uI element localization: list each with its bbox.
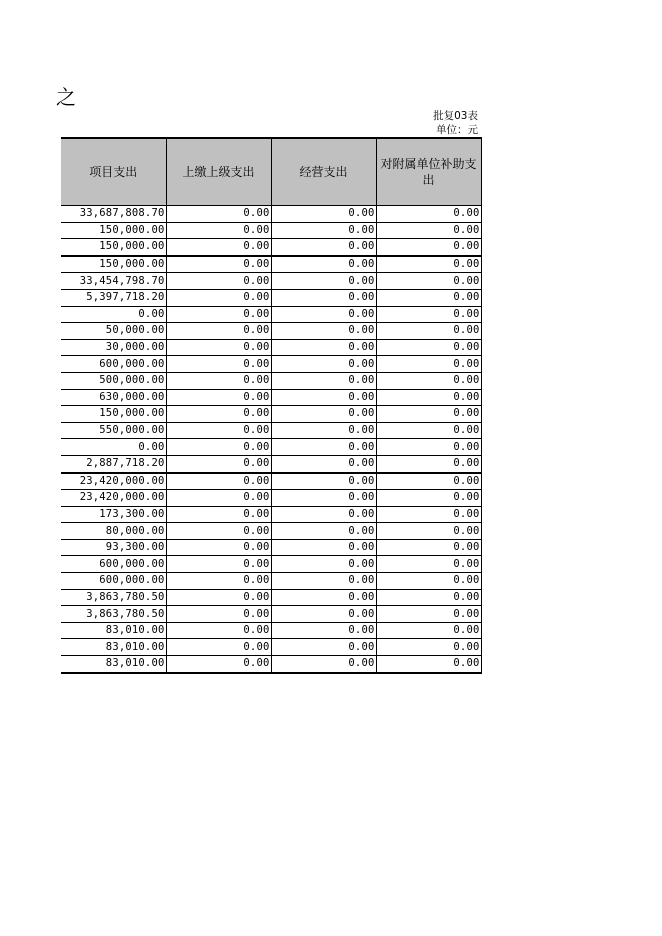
cell-operating-expenditure: 0.00 [271,273,376,290]
table-row [61,523,481,540]
cell-remit-superior: 0.00 [166,606,271,623]
cell-project-expenditure: 150,000.00 [61,256,166,273]
cell-project-expenditure: 83,010.00 [61,622,166,639]
cell-subsidiary-subsidy: 0.00 [376,473,481,490]
cell-remit-superior: 0.00 [166,490,271,507]
cell-subsidiary-subsidy: 0.00 [376,289,481,306]
cell-project-expenditure: 3,863,780.50 [61,606,166,623]
cell-operating-expenditure: 0.00 [271,539,376,556]
cell-project-expenditure: 2,887,718.20 [61,455,166,472]
cell-remit-superior: 0.00 [166,455,271,472]
table-row [61,439,481,456]
cell-subsidiary-subsidy: 0.00 [376,656,481,673]
cell-remit-superior: 0.00 [166,539,271,556]
table-row [61,639,481,656]
table-row [61,273,481,290]
cell-project-expenditure: 173,300.00 [61,506,166,523]
cell-remit-superior: 0.00 [166,206,271,223]
cell-remit-superior: 0.00 [166,339,271,356]
header-remit-superior: 上缴上级支出 [166,138,271,206]
cell-subsidiary-subsidy: 0.00 [376,439,481,456]
table-row [61,339,481,356]
unit-label: 单位：元 [436,124,478,136]
cell-remit-superior: 0.00 [166,239,271,256]
table-row [61,656,481,673]
table-row [61,506,481,523]
cell-project-expenditure: 550,000.00 [61,422,166,439]
cell-subsidiary-subsidy: 0.00 [376,622,481,639]
cell-remit-superior: 0.00 [166,222,271,239]
cell-remit-superior: 0.00 [166,406,271,423]
cell-subsidiary-subsidy: 0.00 [376,639,481,656]
form-number-label: 批复03表 [433,110,478,122]
cell-operating-expenditure: 0.00 [271,473,376,490]
cell-project-expenditure: 150,000.00 [61,239,166,256]
table-row [61,306,481,323]
cell-subsidiary-subsidy: 0.00 [376,589,481,606]
cell-remit-superior: 0.00 [166,356,271,373]
cell-subsidiary-subsidy: 0.00 [376,556,481,573]
cell-operating-expenditure: 0.00 [271,622,376,639]
cell-operating-expenditure: 0.00 [271,523,376,540]
cell-operating-expenditure: 0.00 [271,256,376,273]
cell-project-expenditure: 150,000.00 [61,222,166,239]
table-row [61,372,481,389]
cell-operating-expenditure: 0.00 [271,306,376,323]
table-row [61,573,481,590]
cell-subsidiary-subsidy: 0.00 [376,506,481,523]
cell-operating-expenditure: 0.00 [271,506,376,523]
cell-project-expenditure: 0.00 [61,439,166,456]
cell-subsidiary-subsidy: 0.00 [376,323,481,340]
cell-subsidiary-subsidy: 0.00 [376,339,481,356]
cell-remit-superior: 0.00 [166,323,271,340]
cell-operating-expenditure: 0.00 [271,556,376,573]
cell-subsidiary-subsidy: 0.00 [376,239,481,256]
cell-remit-superior: 0.00 [166,656,271,673]
cell-remit-superior: 0.00 [166,289,271,306]
cell-subsidiary-subsidy: 0.00 [376,523,481,540]
cell-operating-expenditure: 0.00 [271,289,376,306]
cell-operating-expenditure: 0.00 [271,455,376,472]
cell-operating-expenditure: 0.00 [271,439,376,456]
cell-project-expenditure: 93,300.00 [61,539,166,556]
cell-remit-superior: 0.00 [166,556,271,573]
cell-project-expenditure: 600,000.00 [61,556,166,573]
table-body [61,206,481,673]
table-row [61,206,481,223]
cell-project-expenditure: 83,010.00 [61,656,166,673]
table-row [61,422,481,439]
header-row [61,138,481,206]
cell-subsidiary-subsidy: 0.00 [376,356,481,373]
cell-project-expenditure: 3,863,780.50 [61,589,166,606]
cell-remit-superior: 0.00 [166,439,271,456]
cell-remit-superior: 0.00 [166,506,271,523]
cell-project-expenditure: 50,000.00 [61,323,166,340]
table-row [61,222,481,239]
cell-operating-expenditure: 0.00 [271,222,376,239]
table-row [61,406,481,423]
header-subsidiary-subsidy: 对附属单位补助支出 [376,138,481,206]
table-row [61,455,481,472]
page-title-fragment: 之 [56,85,76,109]
table-row [61,539,481,556]
cell-remit-superior: 0.00 [166,589,271,606]
cell-project-expenditure: 33,454,798.70 [61,273,166,290]
table-row [61,356,481,373]
table-row [61,289,481,306]
table-row [61,606,481,623]
cell-operating-expenditure: 0.00 [271,639,376,656]
cell-project-expenditure: 600,000.00 [61,356,166,373]
cell-remit-superior: 0.00 [166,389,271,406]
table-row [61,589,481,606]
cell-operating-expenditure: 0.00 [271,490,376,507]
cell-subsidiary-subsidy: 0.00 [376,422,481,439]
cell-subsidiary-subsidy: 0.00 [376,389,481,406]
cell-operating-expenditure: 0.00 [271,339,376,356]
cell-operating-expenditure: 0.00 [271,589,376,606]
cell-operating-expenditure: 0.00 [271,356,376,373]
cell-operating-expenditure: 0.00 [271,323,376,340]
cell-project-expenditure: 33,687,808.70 [61,206,166,223]
cell-subsidiary-subsidy: 0.00 [376,606,481,623]
header-operating-expenditure: 经营支出 [271,138,376,206]
table-row [61,323,481,340]
cell-remit-superior: 0.00 [166,573,271,590]
cell-operating-expenditure: 0.00 [271,422,376,439]
table-row [61,490,481,507]
cell-subsidiary-subsidy: 0.00 [376,256,481,273]
cell-subsidiary-subsidy: 0.00 [376,372,481,389]
cell-subsidiary-subsidy: 0.00 [376,573,481,590]
table-row [61,256,481,273]
cell-subsidiary-subsidy: 0.00 [376,455,481,472]
table-row [61,473,481,490]
cell-operating-expenditure: 0.00 [271,406,376,423]
cell-project-expenditure: 23,420,000.00 [61,473,166,490]
cell-remit-superior: 0.00 [166,473,271,490]
table-row [61,622,481,639]
cell-operating-expenditure: 0.00 [271,606,376,623]
table-header [61,138,481,206]
cell-subsidiary-subsidy: 0.00 [376,206,481,223]
cell-remit-superior: 0.00 [166,372,271,389]
table-row [61,556,481,573]
cell-operating-expenditure: 0.00 [271,656,376,673]
table-row [61,389,481,406]
cell-remit-superior: 0.00 [166,306,271,323]
cell-operating-expenditure: 0.00 [271,206,376,223]
cell-project-expenditure: 630,000.00 [61,389,166,406]
cell-subsidiary-subsidy: 0.00 [376,306,481,323]
cell-subsidiary-subsidy: 0.00 [376,273,481,290]
cell-project-expenditure: 30,000.00 [61,339,166,356]
cell-subsidiary-subsidy: 0.00 [376,222,481,239]
table-row [61,239,481,256]
cell-operating-expenditure: 0.00 [271,239,376,256]
cell-project-expenditure: 80,000.00 [61,523,166,540]
cell-remit-superior: 0.00 [166,622,271,639]
cell-project-expenditure: 600,000.00 [61,573,166,590]
cell-project-expenditure: 23,420,000.00 [61,490,166,507]
cell-project-expenditure: 500,000.00 [61,372,166,389]
cell-project-expenditure: 83,010.00 [61,639,166,656]
header-project-expenditure: 项目支出 [61,138,166,206]
cell-remit-superior: 0.00 [166,256,271,273]
cell-project-expenditure: 0.00 [61,306,166,323]
cell-subsidiary-subsidy: 0.00 [376,490,481,507]
cell-remit-superior: 0.00 [166,422,271,439]
cell-subsidiary-subsidy: 0.00 [376,406,481,423]
cell-remit-superior: 0.00 [166,273,271,290]
cell-remit-superior: 0.00 [166,639,271,656]
expenditure-table [61,137,482,674]
cell-project-expenditure: 5,397,718.20 [61,289,166,306]
cell-operating-expenditure: 0.00 [271,573,376,590]
cell-subsidiary-subsidy: 0.00 [376,539,481,556]
cell-operating-expenditure: 0.00 [271,389,376,406]
cell-remit-superior: 0.00 [166,523,271,540]
cell-project-expenditure: 150,000.00 [61,406,166,423]
cell-operating-expenditure: 0.00 [271,372,376,389]
